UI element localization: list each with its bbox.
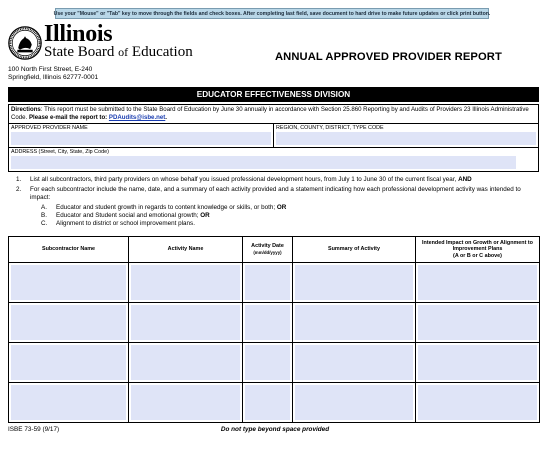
summary-input[interactable] — [293, 303, 416, 343]
subcontractor-name-input[interactable] — [9, 343, 129, 383]
footer-note: Do not type beyond space provided — [220, 426, 330, 433]
summary-input[interactable] — [293, 383, 416, 423]
list-item-number: 1. — [16, 176, 22, 183]
directions-label: Directions — [11, 106, 41, 113]
email-link[interactable]: PDAudits@isbe.net — [108, 114, 166, 121]
brand-board-name — [44, 44, 193, 60]
activity-date-input[interactable] — [243, 343, 293, 383]
activity-date-input[interactable] — [243, 383, 293, 423]
activity-date-input[interactable] — [243, 303, 293, 343]
header-activity-date: Activity Date (mm/dd/yyyy) — [243, 237, 293, 263]
subcontractor-table — [8, 236, 540, 423]
header-summary: Summary of Activity — [293, 237, 416, 263]
provider-name-label: APPROVED PROVIDER NAME — [11, 125, 88, 131]
subcontractor-name-input[interactable] — [9, 303, 129, 343]
region-label: REGION, COUNTY, DISTRICT, TYPE CODE — [276, 125, 384, 131]
provider-name-input[interactable] — [11, 132, 271, 145]
header-subcontractor-name: Subcontractor Name — [9, 237, 129, 263]
list-item-text: List all subcontractors, third party providers on whose behalf you issued professional development hours, from July 1 to June 30 of the current fiscal year, AND — [30, 176, 472, 183]
table-row — [9, 383, 540, 423]
provider-name-cell — [9, 124, 274, 147]
directions-box — [8, 104, 539, 124]
subcontractor-name-input[interactable] — [9, 263, 129, 303]
address-input[interactable] — [11, 156, 516, 169]
form-id: ISBE 73-59 (9/17) — [8, 426, 60, 433]
activity-name-input[interactable] — [129, 343, 243, 383]
brand-board-of: of — [118, 45, 129, 59]
brand-board-part2: Education — [131, 44, 193, 60]
address-line1: 100 North First Street, E-240 — [8, 66, 93, 73]
header-activity-name: Activity Name — [129, 237, 243, 263]
activity-name-input[interactable] — [129, 303, 243, 343]
email-suffix: . — [165, 114, 167, 121]
summary-input[interactable] — [293, 343, 416, 383]
activity-name-input[interactable] — [129, 383, 243, 423]
brand-illinois: Illinois — [44, 21, 113, 47]
summary-input[interactable] — [293, 263, 416, 303]
table-row — [9, 303, 540, 343]
subcontractor-name-input[interactable] — [9, 383, 129, 423]
address-line2: Springfield, Illinois 62777-0001 — [8, 74, 99, 81]
impact-input[interactable] — [416, 343, 540, 383]
impact-input[interactable] — [416, 303, 540, 343]
table-row — [9, 343, 540, 383]
brand-board-part1: State Board — [44, 44, 115, 60]
list-item-text: For each subcontractor include the name, date, and a summary of each activity provided and a statement indicating how each professional development activity was intended to impact: — [30, 186, 521, 202]
directions-text: : This report must be submitted to the State Board of Education by June 30 annually in accordance with Section 25.860 Reporting by and Audits of Providers 23 Illinois Administrative Code. — [11, 106, 529, 121]
activity-date-input[interactable] — [243, 263, 293, 303]
email-prompt: Please e-mail the report to: — [28, 114, 109, 121]
header-intended-impact: Intended Impact on Growth or Alignment to Improvement Plans (A or B or C above) — [416, 237, 540, 263]
address-row — [8, 148, 539, 172]
report-title: ANNUAL APPROVED PROVIDER REPORT — [275, 51, 502, 63]
region-input[interactable] — [276, 132, 536, 145]
division-title: EDUCATOR EFFECTIVENESS DIVISION — [8, 87, 539, 102]
state-seal-icon — [8, 26, 42, 60]
list-item-number: 2. — [16, 186, 22, 193]
impact-input[interactable] — [416, 383, 540, 423]
table-row — [9, 263, 540, 303]
address-cell — [9, 148, 538, 171]
impact-input[interactable] — [416, 263, 540, 303]
activity-name-input[interactable] — [129, 263, 243, 303]
address-label: ADDRESS (Street, City, State, Zip Code) — [11, 149, 109, 155]
region-cell — [274, 124, 538, 147]
instructions-bar: Use your "Mouse" or "Tab" key to move through the fields and check boxes. After completing last field, save document to hard drive to make future updates or click print button. — [55, 8, 489, 19]
provider-row — [8, 124, 539, 148]
